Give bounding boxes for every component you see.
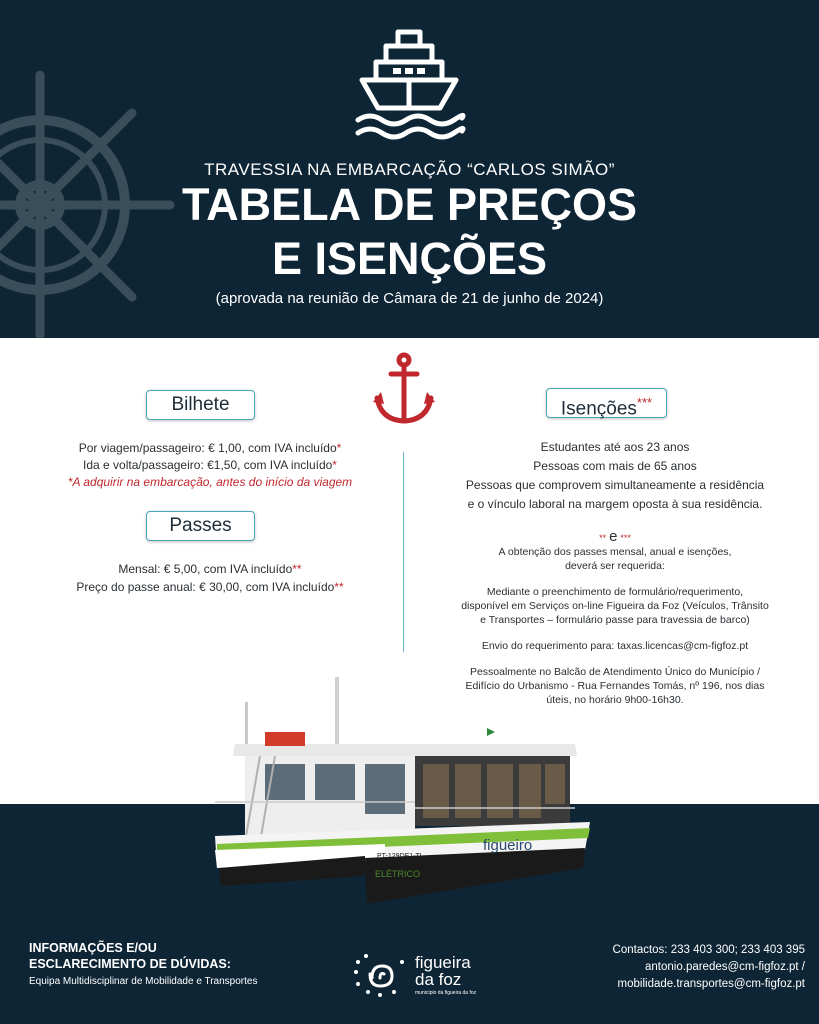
bilhete-star-1: * (336, 441, 342, 455)
contacts-email-2[interactable]: mobilidade.transportes@cm-figfoz.pt (617, 978, 805, 990)
contacts-phone: Contactos: 233 403 300; 233 403 395 (612, 944, 805, 956)
isencoes-title: Isenções (560, 398, 637, 420)
figueira-da-foz-logo (350, 948, 410, 1002)
approval-note: (aprovada na reunião de Câmara de 21 de junho de 2024) (215, 290, 604, 307)
isencao-item: Pessoas que comprovem simultaneamente a residência (465, 478, 765, 492)
isencoes-stars: *** (636, 395, 653, 410)
isencao-item: e o vínculo laboral na margem oposta à sua residência. (467, 497, 763, 511)
spacer (415, 653, 815, 665)
bilhete-line-2 (20, 457, 400, 474)
boat-image (205, 672, 595, 910)
req-intro-2: deverá ser requerida: (565, 560, 665, 572)
title-line-1: TABELA DE PREÇOS (181, 179, 638, 230)
passes-line-2 (20, 578, 400, 596)
column-divider (403, 452, 404, 652)
passes-line-2-text: Preço do passe anual: € 30,00, com IVA incluído (76, 580, 335, 594)
req-form-3: e Transportes – formulário passe para travessia de barco) (480, 614, 750, 626)
contacts-email-1[interactable]: antonio.paredes@cm-figfoz.pt / (645, 961, 805, 973)
req-stars-a: ** (599, 533, 607, 543)
req-email-line: Envio do requerimento para: taxas.licencas@cm-figfoz.pt (481, 640, 749, 652)
isencoes-list (415, 438, 815, 514)
bilhete-note: *A adquirir na embarcação, antes do início da viagem (67, 475, 353, 489)
bilhete-line-2-text: Ida e volta/passageiro: €1,50, com IVA incluído (83, 458, 333, 472)
anchor-icon (371, 352, 437, 426)
requirements-marker (415, 530, 815, 545)
logo-line-2: da foz (415, 970, 462, 989)
isencao-item: Pessoas com mais de 65 anos (533, 459, 697, 473)
bilhete-line-1 (20, 440, 400, 457)
info-subtitle: Equipa Multidisciplinar de Mobilidade e Transportes (29, 976, 258, 987)
req-stars-b: *** (620, 533, 631, 543)
passes-title: Passes (169, 515, 232, 536)
passes-line-1 (20, 560, 400, 578)
boat-brand: figueiro (483, 837, 533, 854)
spacer (415, 627, 815, 639)
passes-stars-2: ** (334, 580, 344, 594)
bilhete-heading (146, 390, 255, 420)
info-title (29, 940, 231, 972)
passes-line-1-text: Mensal: € 5,00, com IVA incluído (118, 562, 293, 576)
ship-icon (352, 28, 467, 140)
req-inperson-1: Pessoalmente no Balcão de Atendimento Único do Município / (469, 666, 761, 678)
req-inperson-2: Edifício do Urbanismo - Rua Fernandes Tomás, nº 196, nos dias (465, 680, 765, 692)
boat-label: ELÉTRICO (375, 869, 421, 879)
logo-line-1: figueira (415, 953, 471, 972)
req-form-2: disponível em Serviços on-line Figueira da Foz (Veículos, Trânsito (461, 600, 769, 612)
bilhete-line-1-text: Por viagem/passageiro: € 1,00, com IVA incluído (78, 441, 337, 455)
req-form-1: Mediante o preenchimento de formulário/requerimento, (486, 586, 744, 598)
req-conj: e (609, 528, 618, 545)
logo-text (415, 954, 471, 988)
header-section (0, 0, 819, 338)
req-intro-1: A obtenção dos passes mensal, anual e isenções, (498, 546, 732, 558)
contacts (613, 942, 805, 993)
subtitle: TRAVESSIA NA EMBARCAÇÃO “CARLOS SIMÃO” (204, 160, 615, 179)
bilhete-title: Bilhete (171, 394, 230, 415)
spacer (415, 573, 815, 585)
page-title (0, 178, 819, 286)
req-inperson-3: úteis, no horário 9h00-16h30. (546, 694, 684, 706)
passes-heading (146, 511, 255, 541)
passes-stars-1: ** (292, 562, 302, 576)
title-line-2: E ISENÇÕES (271, 233, 548, 284)
isencao-item: Estudantes até aos 23 anos (540, 440, 690, 454)
logo-subtext: município da figueira da foz (415, 990, 477, 996)
boat-plate: PT-129DE1-TL (377, 853, 424, 860)
bilhete-star-2: * (332, 458, 337, 472)
info-title-line-1: INFORMAÇÕES E/OU (29, 941, 157, 955)
passes-prices (20, 560, 400, 596)
isencoes-heading (546, 388, 667, 418)
bilhete-prices (20, 440, 400, 491)
info-title-line-2: ESCLARECIMENTO DE DÚVIDAS: (29, 957, 231, 971)
